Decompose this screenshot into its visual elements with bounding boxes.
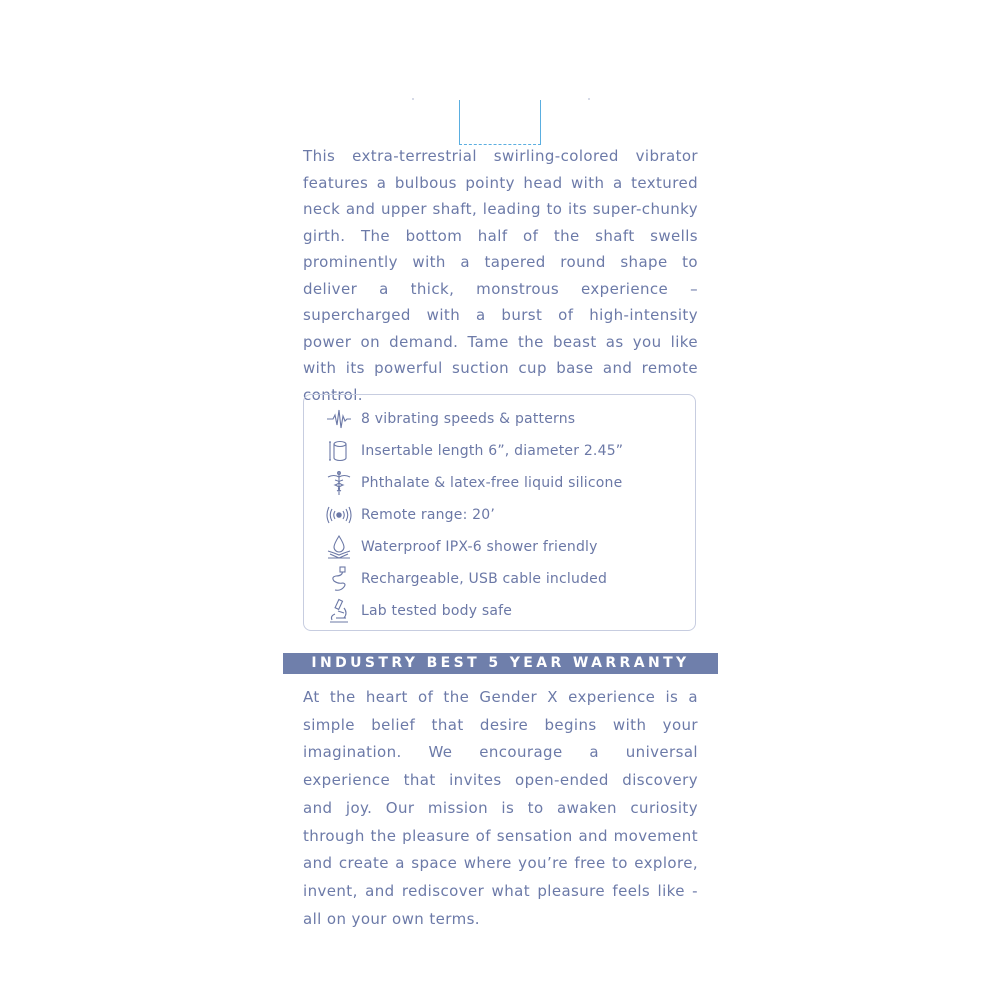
feature-item-rechargeable (324, 565, 607, 593)
decorative-dot-left (412, 98, 414, 100)
water-drop-icon (324, 533, 354, 561)
microscope-icon (324, 597, 354, 625)
feature-item-range (324, 501, 495, 529)
feature-label: Lab tested body safe (361, 603, 513, 619)
feature-label: Rechargeable, USB cable included (361, 571, 608, 587)
feature-item-size (324, 437, 623, 465)
warranty-banner: INDUSTRY BEST 5 YEAR WARRANTY (283, 653, 718, 674)
brand-mission-text: At the heart of the Gender X experience is a simple belief that desire begins with your imagination. We encourage a universal experience that invites open-ended discovery and joy. Our mission is to awaken curiosity through the pleasure of sensation and movement and create a space where you’re free to explore, invent, and rediscover what pleasure feels like - all on your own terms. (303, 688, 698, 928)
feature-item-speeds (324, 405, 575, 433)
caduceus-icon (324, 469, 354, 497)
feature-item-material (324, 469, 622, 497)
feature-label: Waterproof IPX-6 shower friendly (361, 539, 598, 555)
feature-list (303, 394, 696, 631)
image-placeholder-frame (459, 100, 541, 145)
decorative-dot-right (588, 98, 590, 100)
usb-cable-icon (324, 565, 354, 593)
feature-label: Phthalate & latex-free liquid silicone (361, 475, 623, 491)
feature-label: Remote range: 20’ (361, 507, 496, 523)
feature-item-waterproof (324, 533, 598, 561)
feature-label: 8 vibrating speeds & patterns (361, 411, 576, 427)
signal-waves-icon (324, 501, 354, 529)
product-description: This extra-terrestrial swirling-colored vibrator features a bulbous pointy head with a textured neck and upper shaft, leading to its super-chunky girth. The bottom half of the shaft swells prominently with a tapered round shape to deliver a thick, monstrous experience – supercharged with a burst of high-intensity power on demand. Tame the beast as you like with its powerful suction cup base and remote control. (303, 147, 698, 404)
feature-label: Insertable length 6”, diameter 2.45” (361, 443, 624, 459)
ruler-cylinder-icon (324, 437, 354, 465)
feature-item-lab-tested (324, 597, 512, 625)
waveform-icon (324, 405, 354, 433)
